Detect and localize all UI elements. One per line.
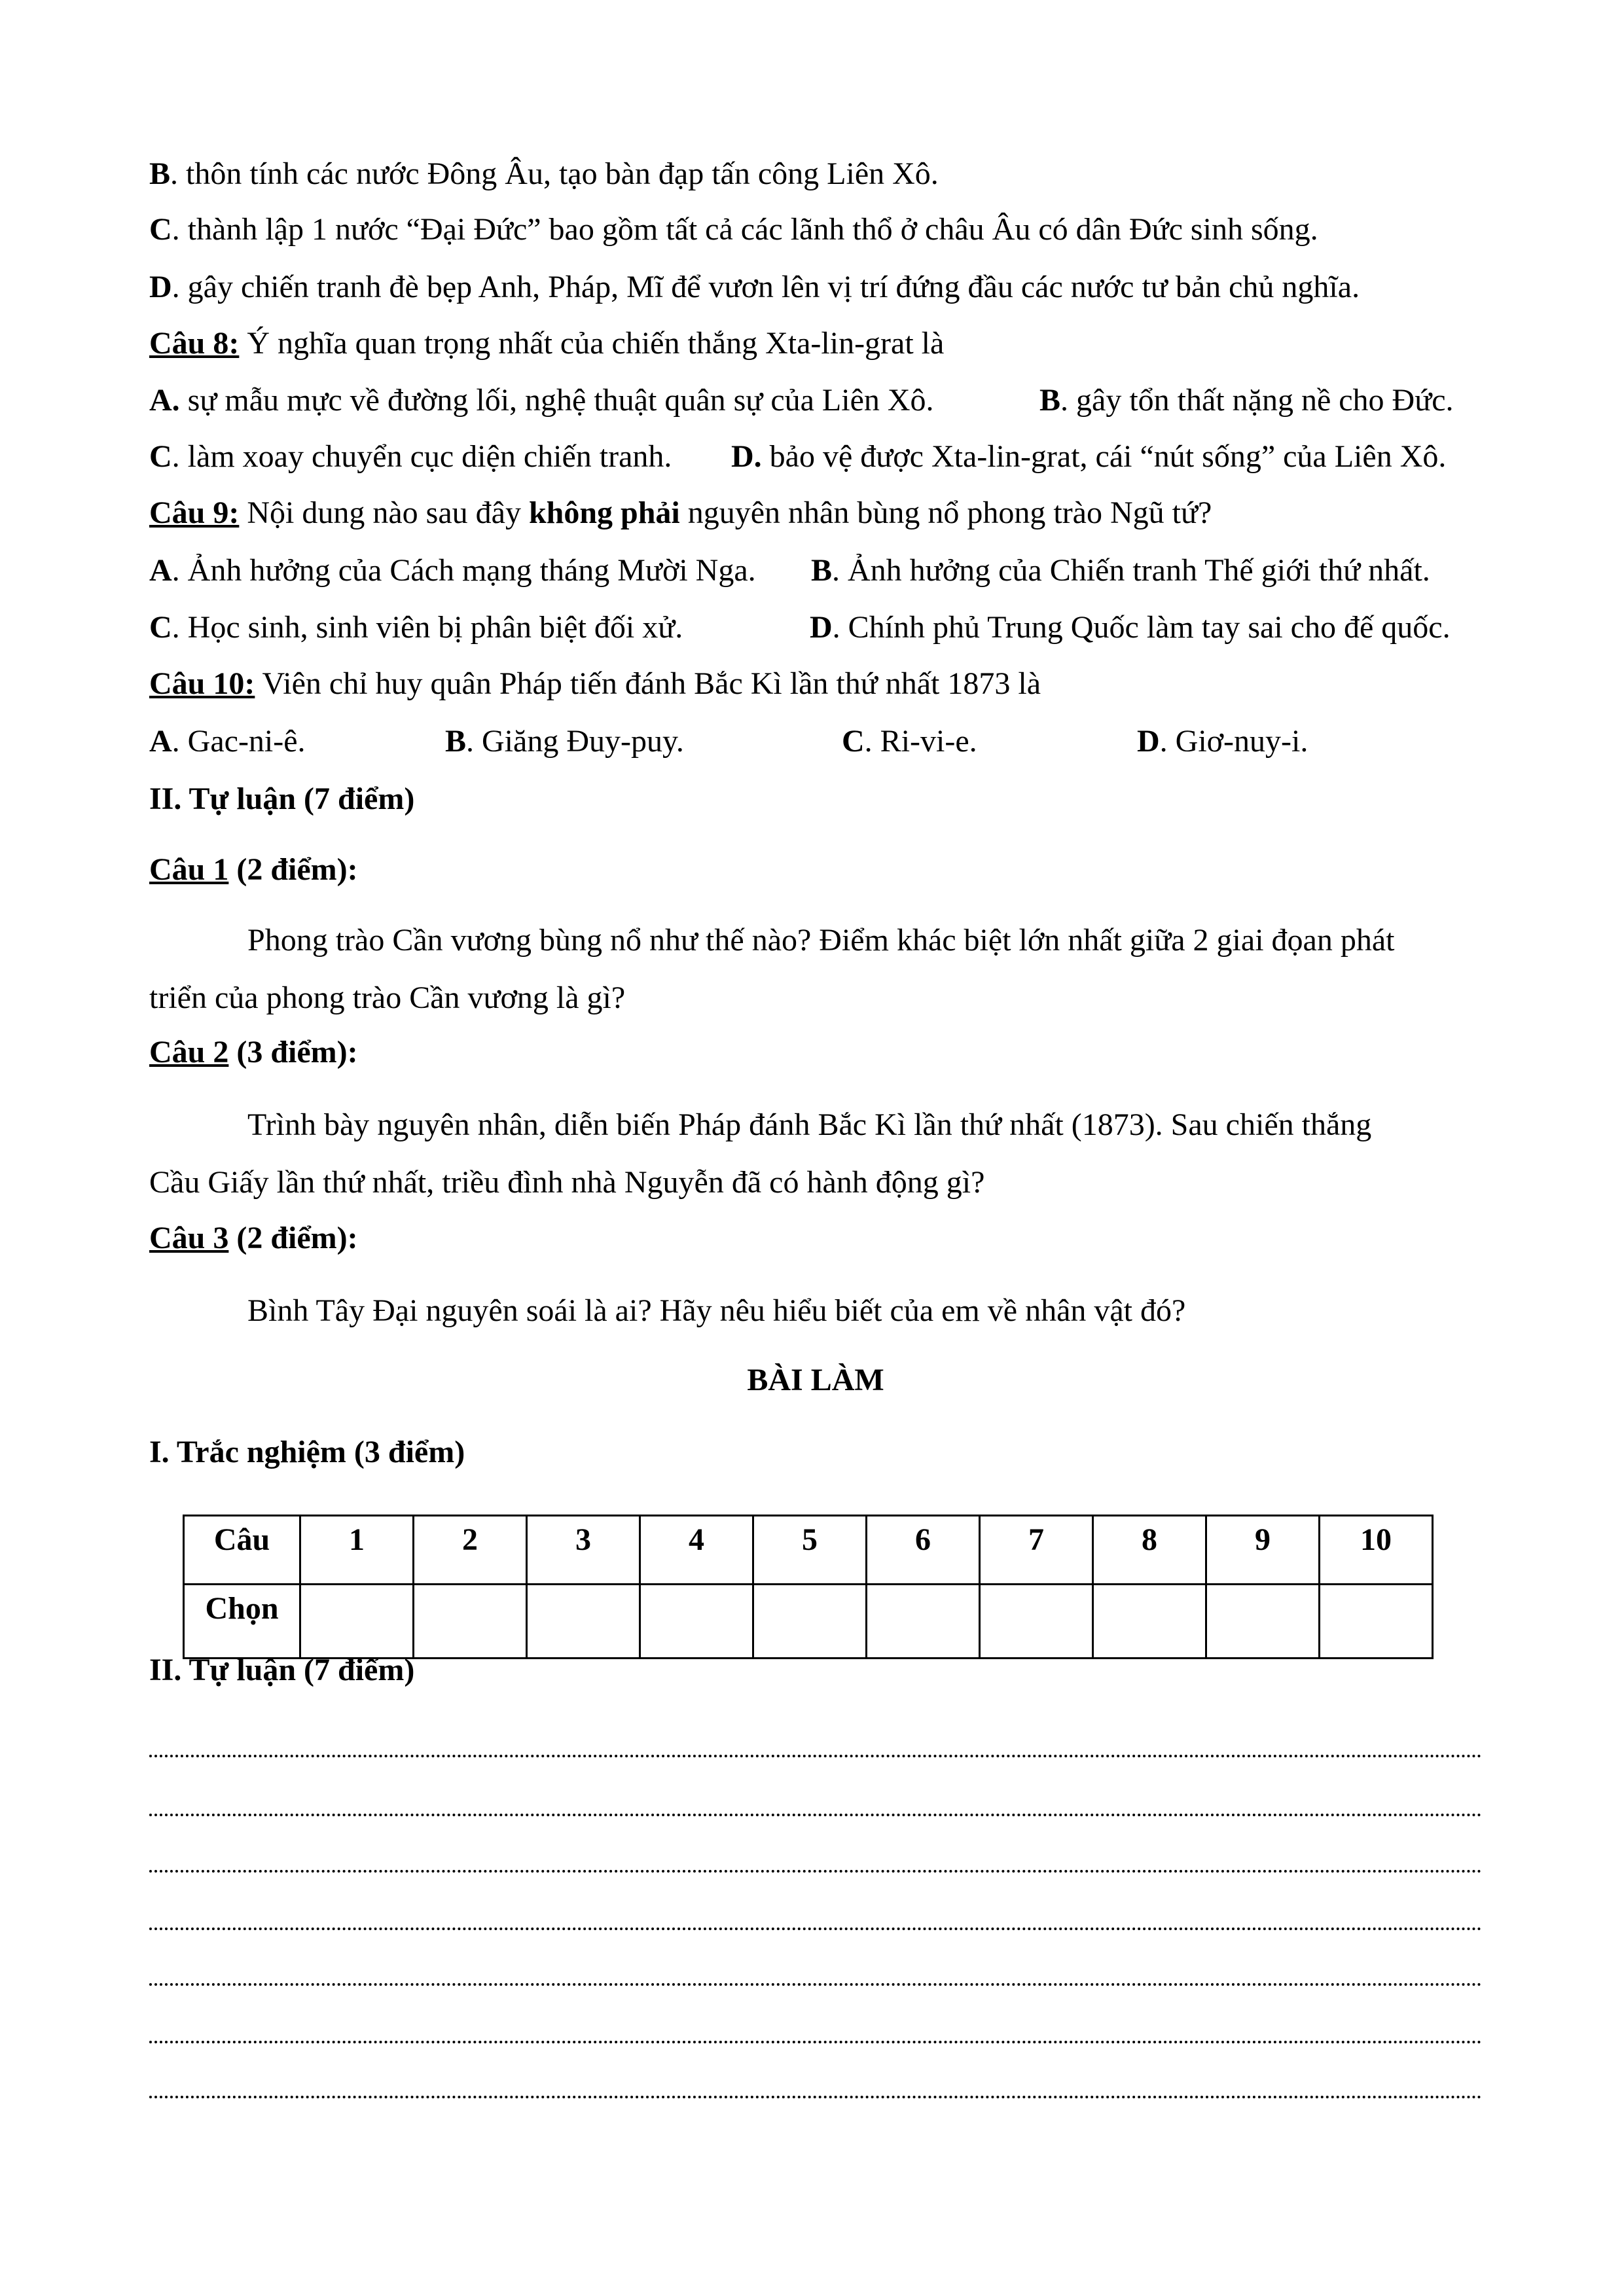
option-label: B <box>149 156 171 191</box>
option-text: . Học sinh, sinh viên bị phân biệt đối xử. <box>171 610 683 645</box>
option-label: B <box>811 553 833 588</box>
question-text: Nội dung nào sau đây <box>239 495 529 530</box>
essay-question-3 <box>149 1220 358 1257</box>
question-number: 7 <box>980 1516 1093 1585</box>
question-points: (2 điểm): <box>228 1221 358 1255</box>
answer-cell[interactable] <box>753 1585 867 1659</box>
question-text: Ý nghĩa quan trọng nhất của chiến thắng Xta-lin-grat là <box>239 326 945 361</box>
option-text: . Gac-ni-ê. <box>171 724 306 759</box>
question-number: 1 <box>300 1516 414 1585</box>
q8-option-d <box>731 439 1446 475</box>
q8-option-c <box>149 439 672 475</box>
question-label: Câu 3 <box>149 1221 229 1255</box>
essay-question-2-text: Trình bày nguyên nhân, diễn biến Pháp đánh Bắc Kì lần thứ nhất (1873). Sau chiến thắng <box>247 1107 1372 1142</box>
answer-essay-heading: II. Tự luận (7 điểm) <box>149 1653 415 1687</box>
q10-option-b <box>445 723 684 760</box>
q10-option-d <box>1137 723 1308 760</box>
option-label: B <box>1039 383 1061 418</box>
essay-question-3-text: Bình Tây Đại nguyên soái là ai? Hãy nêu hiểu biết của em về nhân vật đó? <box>247 1293 1186 1328</box>
option-text: . gây chiến tranh đè bẹp Anh, Pháp, Mĩ để vươn lên vị trí đứng đầu các nước tư bản chủ nghĩa. <box>171 270 1360 304</box>
question-label: Câu 8: <box>149 326 240 361</box>
option-text: bảo vệ được Xta-lin-grat, cái “nút sống” của Liên Xô. <box>761 439 1447 474</box>
option-text: . Giăng Đuy-puy. <box>466 724 684 759</box>
option-label: C <box>842 724 865 759</box>
question-number: 6 <box>867 1516 980 1585</box>
question-emphasis: không phải <box>528 495 680 530</box>
answer-cell[interactable] <box>1093 1585 1206 1659</box>
answer-cell[interactable] <box>1320 1585 1433 1659</box>
option-text: . gây tổn thất nặng nề cho Đức. <box>1060 383 1454 418</box>
question-text: nguyên nhân bùng nổ phong trào Ngũ tứ? <box>679 495 1212 530</box>
answer-table <box>183 1515 1434 1659</box>
option-text: . làm xoay chuyển cục diện chiến tranh. <box>171 439 672 474</box>
option-text: . Ảnh hưởng của Chiến tranh Thế giới thứ nhất. <box>832 553 1430 588</box>
q8-option-b <box>1039 382 1454 419</box>
option-label: C <box>149 212 172 247</box>
option-label: C <box>149 610 172 645</box>
row-header: Chọn <box>184 1585 300 1659</box>
answer-line[interactable] <box>149 1870 1482 1873</box>
question-label: Câu 9: <box>149 495 240 530</box>
question-8 <box>149 325 944 362</box>
q9-option-c <box>149 609 683 646</box>
answer-cell[interactable] <box>640 1585 753 1659</box>
option-text: . Ri-vi-e. <box>864 724 977 759</box>
q7-option-b <box>149 156 939 192</box>
row-header: Câu <box>184 1516 300 1585</box>
question-number: 4 <box>640 1516 753 1585</box>
question-number: 10 <box>1320 1516 1433 1585</box>
essay-question-2-text: Cầu Giấy lần thứ nhất, triều đình nhà Nguyễn đã có hành động gì? <box>149 1165 985 1200</box>
question-label: Câu 1 <box>149 852 229 887</box>
option-label: D <box>149 270 172 304</box>
question-number: 8 <box>1093 1516 1206 1585</box>
option-text: . Chính phủ Trung Quốc làm tay sai cho đế quốc. <box>832 610 1451 645</box>
answer-cell[interactable] <box>414 1585 527 1659</box>
q8-option-a <box>149 382 934 419</box>
answer-cell[interactable] <box>300 1585 414 1659</box>
q9-option-d <box>810 609 1451 646</box>
option-text: . Ảnh hưởng của Cách mạng tháng Mười Nga. <box>171 553 756 588</box>
answer-line[interactable] <box>149 2041 1482 2043</box>
question-label: Câu 2 <box>149 1035 229 1069</box>
q9-option-b <box>811 552 1430 589</box>
answer-sheet-title: BÀI LÀM <box>747 1363 884 1397</box>
question-number: 3 <box>527 1516 640 1585</box>
essay-question-1 <box>149 852 358 888</box>
q10-option-c <box>842 723 977 760</box>
question-10 <box>149 666 1041 702</box>
q7-option-d <box>149 269 1360 306</box>
question-points: (2 điểm): <box>228 852 358 887</box>
question-number: 9 <box>1206 1516 1320 1585</box>
option-label: C <box>149 439 172 474</box>
answer-line[interactable] <box>149 1983 1482 1986</box>
mc-heading: I. Trắc nghiệm (3 điểm) <box>149 1435 465 1469</box>
table-row <box>184 1516 1433 1585</box>
answer-cell[interactable] <box>527 1585 640 1659</box>
option-label: A <box>149 724 172 759</box>
answer-cell[interactable] <box>867 1585 980 1659</box>
question-number: 2 <box>414 1516 527 1585</box>
answer-line[interactable] <box>149 2096 1482 2098</box>
option-label: B <box>445 724 467 759</box>
option-text: . thôn tính các nước Đông Âu, tạo bàn đạp tấn công Liên Xô. <box>170 156 939 191</box>
q10-option-a <box>149 723 306 760</box>
option-label: D <box>1137 724 1160 759</box>
essay-question-2 <box>149 1034 358 1071</box>
essay-question-1-text: triển của phong trào Cần vương là gì? <box>149 980 626 1015</box>
question-9 <box>149 495 1212 531</box>
answer-line[interactable] <box>149 1755 1482 1757</box>
essay-question-1-text: Phong trào Cần vương bùng nổ như thế nào? Điểm khác biệt lớn nhất giữa 2 giai đọan phát <box>247 923 1395 958</box>
answer-cell[interactable] <box>980 1585 1093 1659</box>
q9-option-a <box>149 552 756 589</box>
option-label: D. <box>731 439 762 474</box>
answer-cell[interactable] <box>1206 1585 1320 1659</box>
answer-line[interactable] <box>149 1928 1482 1930</box>
answer-line[interactable] <box>149 1814 1482 1816</box>
option-label: A. <box>149 383 180 418</box>
question-label: Câu 10: <box>149 666 255 701</box>
question-number: 5 <box>753 1516 867 1585</box>
essay-heading: II. Tự luận (7 điểm) <box>149 781 415 816</box>
question-text: Viên chỉ huy quân Pháp tiến đánh Bắc Kì lần thứ nhất 1873 là <box>255 666 1041 701</box>
table-row <box>184 1585 1433 1659</box>
option-text: . Giơ-nuy-i. <box>1159 724 1308 759</box>
option-text: sự mẫu mực về đường lối, nghệ thuật quân sự của Liên Xô. <box>179 383 934 418</box>
q7-option-c <box>149 211 1318 248</box>
question-points: (3 điểm): <box>228 1035 358 1069</box>
option-label: A <box>149 553 172 588</box>
option-text: . thành lập 1 nước “Đại Đức” bao gồm tất cả các lãnh thổ ở châu Âu có dân Đức sinh sống. <box>171 212 1318 247</box>
option-label: D <box>810 610 833 645</box>
